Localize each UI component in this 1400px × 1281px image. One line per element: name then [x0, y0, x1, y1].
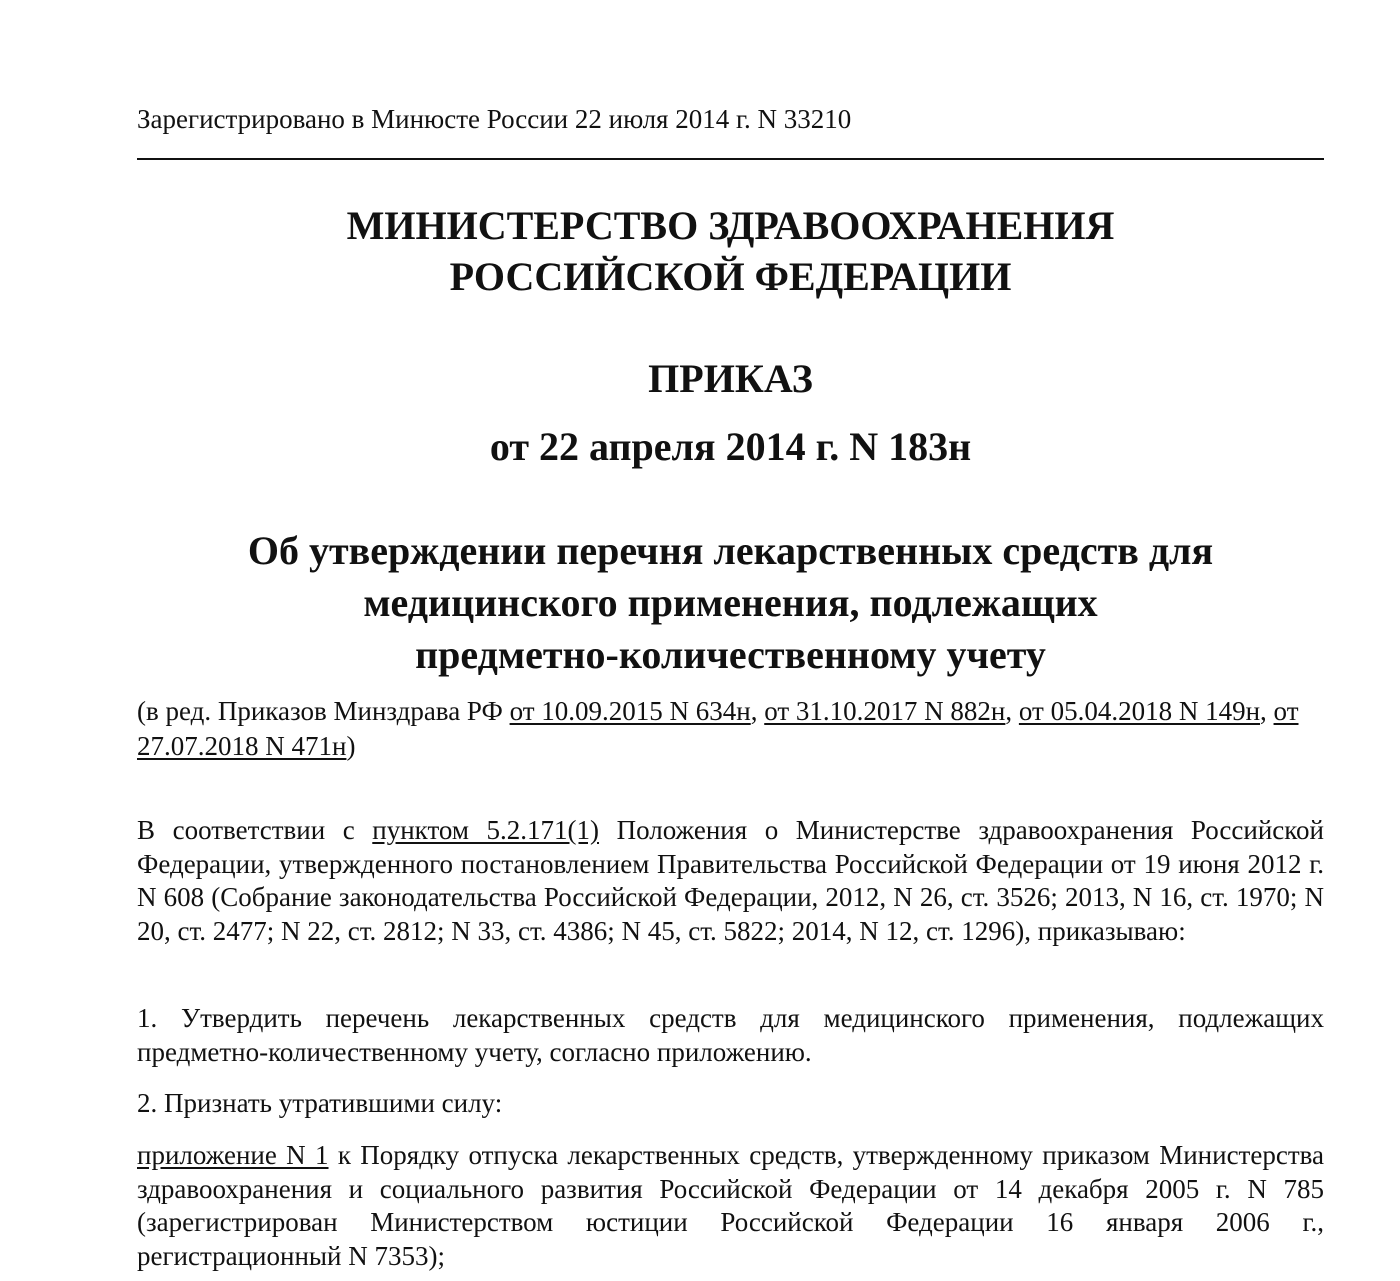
basis-link[interactable]: пунктом 5.2.171(1) — [372, 815, 600, 845]
amendments-suffix: ) — [346, 731, 356, 761]
amendment-link-2[interactable]: от 31.10.2017 N 882н — [764, 696, 1006, 726]
amendment-link-1[interactable]: от 10.09.2015 N 634н — [509, 696, 751, 726]
item-2-paragraph: 2. Признать утратившими силу: — [137, 1088, 503, 1118]
amendments-note — [137, 694, 1324, 764]
ministry-name — [137, 200, 1324, 302]
registration-note: Зарегистрировано в Минюсте России 22 июля 2014 г. N 33210 — [137, 104, 852, 134]
order-subject-line-2: медицинского применения, подлежащих — [363, 580, 1098, 625]
ministry-name-line-2: РОССИЙСКОЙ ФЕДЕРАЦИИ — [449, 254, 1012, 299]
basis-text: Положения о Министерстве здравоохранения Российской Федерации, утвержденного постановлением Правительства Российской Федерации от 19 июня 2012 г. N 608 (Собрание законодательства Российской Федерации, 2012, N 26, ст. 3526; 2013, N 16, ст. 1970; N 20, ст. 2477; N 22, ст. 2812; N 33, ст. 4386; N 45, ст. 5822; 2014, N 12, ст. 1296), приказываю: — [137, 815, 1324, 946]
order-date: от 22 апреля 2014 г. N 183н — [489, 424, 972, 469]
amendments-separator: , — [750, 696, 765, 726]
basis-paragraph — [137, 814, 1324, 948]
annex-paragraph — [137, 1139, 1324, 1273]
header-divider — [137, 158, 1324, 160]
amendments-prefix: (в ред. Приказов Минздрава РФ — [137, 696, 510, 726]
amendments-separator: , — [1260, 696, 1274, 726]
order-heading: ПРИКАЗ — [648, 356, 813, 401]
order-subject — [137, 525, 1324, 681]
order-subject-line-1: Об утверждении перечня лекарственных средств для — [247, 528, 1214, 573]
amendment-link-3[interactable]: от 05.04.2018 N 149н — [1018, 696, 1261, 726]
annex-text: к Порядку отпуска лекарственных средств, утвержденному приказом Министерства здравоохранения и социального развития Российской Федерации от 14 декабря 2005 г. N 785 (зарегистрирован Министерством юстиции Российской Федерации 16 января 2006 г., регистрационный N 7353); — [137, 1140, 1324, 1271]
amendment-link-4[interactable]: от 27.07.2018 N 471н — [137, 696, 1299, 761]
order-subject-line-3: предметно-количественному учету — [415, 632, 1046, 677]
basis-lead: В соответствии с — [137, 815, 373, 845]
ministry-name-line-1: МИНИСТЕРСТВО ЗДРАВООХРАНЕНИЯ — [346, 203, 1115, 248]
annex-link[interactable]: приложение N 1 — [137, 1140, 329, 1170]
item-1-paragraph: 1. Утвердить перечень лекарственных средств для медицинского применения, подлежащих предметно-количественному учету, согласно приложению. — [137, 1003, 1324, 1067]
amendments-separator: , — [1005, 696, 1019, 726]
